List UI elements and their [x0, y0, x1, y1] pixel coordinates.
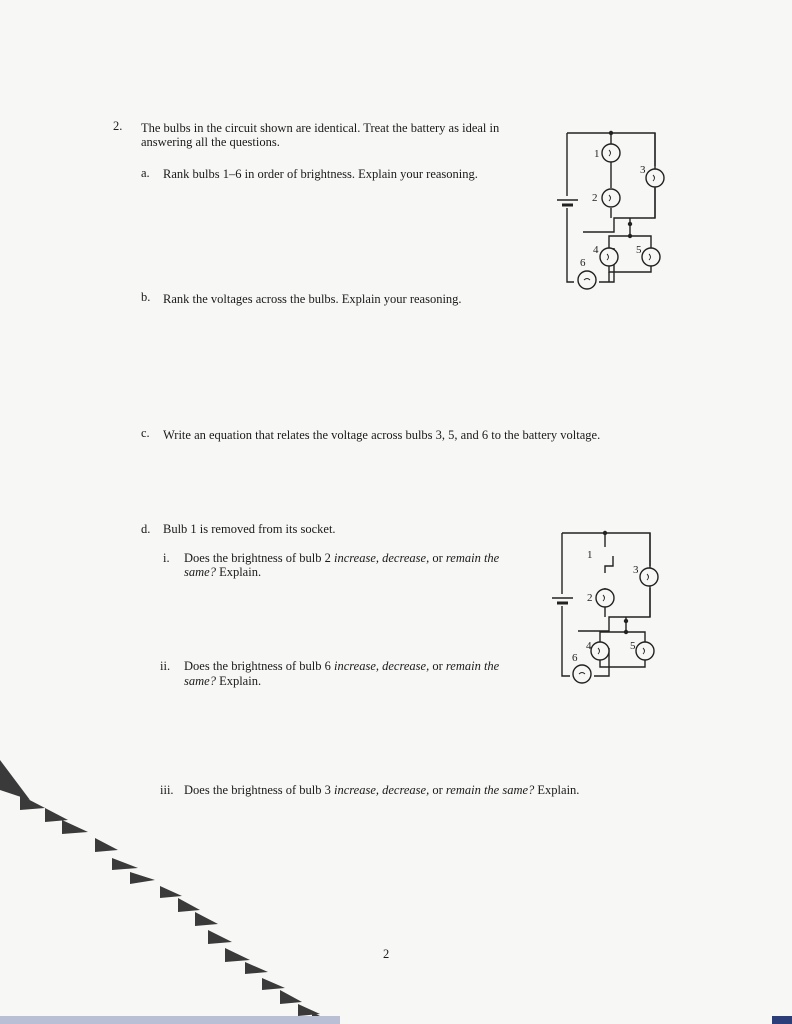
- bulb-label-3: 3: [640, 164, 646, 176]
- page-number: 2: [383, 947, 390, 961]
- part-a-label: a.: [141, 166, 150, 180]
- bulb-1-icon: [602, 144, 620, 162]
- bulb-label-2: 2: [592, 192, 598, 204]
- bulb-label-3: 3: [633, 564, 639, 576]
- bulb-label-1: 1: [594, 148, 600, 160]
- question-number: 2.: [113, 119, 123, 133]
- bulb-label-6: 6: [572, 652, 578, 664]
- bulb-4-icon: [600, 248, 618, 266]
- bulb-label-2: 2: [587, 592, 593, 604]
- bulb-6-icon: [573, 665, 591, 683]
- bulb-label-4: 4: [593, 244, 599, 256]
- bulb-6-icon: [578, 271, 596, 289]
- part-a-text: Rank bulbs 1–6 in order of brightness. Explain your reasoning.: [163, 167, 478, 181]
- circuit-diagram-top: [550, 126, 670, 291]
- part-d-iii-label: iii.: [160, 783, 174, 797]
- bulb-label-5: 5: [630, 640, 636, 652]
- bulb-label-1: 1: [587, 549, 593, 561]
- part-d-ii-line2: same? Explain.: [184, 674, 262, 688]
- bulb-2-icon: [602, 189, 620, 207]
- part-d-iii-line1: Does the brightness of bulb 3 increase, decrease, or remain the same? Explain.: [184, 783, 580, 797]
- part-d-text: Bulb 1 is removed from its socket.: [163, 522, 336, 536]
- bulb-4-icon: [591, 642, 609, 660]
- part-d-i-line2: same? Explain.: [184, 565, 262, 579]
- question-intro-line1: The bulbs in the circuit shown are identical. Treat the battery as ideal in: [141, 121, 500, 135]
- bulb-5-icon: [636, 642, 654, 660]
- scan-corner-mark: [772, 1016, 792, 1024]
- part-b-text: Rank the voltages across the bulbs. Explain your reasoning.: [163, 292, 462, 306]
- part-b-label: b.: [141, 290, 151, 304]
- bulb-3-icon: [640, 568, 658, 586]
- bulb-label-6: 6: [580, 257, 586, 269]
- part-c-text: Write an equation that relates the voltage across bulbs 3, 5, and 6 to the battery voltage.: [163, 428, 601, 442]
- part-d-ii-label: ii.: [160, 659, 171, 673]
- part-d-i-line1: Does the brightness of bulb 2 increase, decrease, or remain the: [184, 551, 500, 565]
- part-d-ii-line1: Does the brightness of bulb 6 increase, decrease, or remain the: [184, 659, 500, 673]
- part-d-i-label: i.: [163, 551, 170, 565]
- part-d-label: d.: [141, 522, 151, 536]
- question-intro-line2: answering all the questions.: [141, 135, 280, 149]
- bulb-label-5: 5: [636, 244, 642, 256]
- bulb-3-icon: [646, 169, 664, 187]
- bulb-label-4: 4: [586, 640, 592, 652]
- circuit-diagram-bottom: [545, 526, 660, 686]
- bulb-5-icon: [642, 248, 660, 266]
- scan-bottom-strip: [0, 1016, 340, 1024]
- scan-edge-artifact: [0, 760, 340, 1024]
- part-c-label: c.: [141, 426, 150, 440]
- bulb-2-icon: [596, 589, 614, 607]
